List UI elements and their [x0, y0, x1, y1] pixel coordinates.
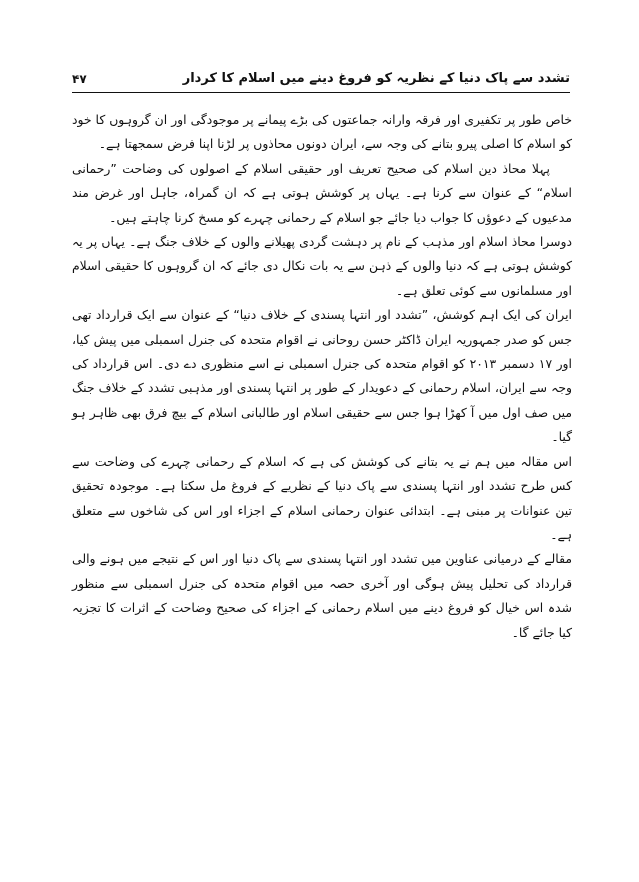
- paragraph-5: اس مقالہ میں ہم نے یہ بتانے کی کوشش کی ہے کہ اسلام کے رحمانی چہرے کی وضاحت سے کس طرح تشدد اور انتہا پسندی سے پاک دنیا کے نظریے کے فروغ مل سکتا ہے۔ موجودہ تحقیق تین عنوانات پر مبنی ہے۔ ابتدائی عنوان رحمانی اسلام کے اجزاء اور اس کی شاخوں سے متعلق ہے۔: [72, 453, 572, 542]
- paragraph-2: پہلا محاذ دین اسلام کی صحیح تعریف اور حقیقی اسلام کے اصولوں کی وضاحت ”رحمانی اسلام“ کے عنوان سے کرنا ہے۔ یہاں پر کوشش ہوتی ہے کہ ان گمراہ، جاہل اور غرض مند مدعیوں کے دعوؤں کا جواب دیا جائے جو اسلام کے رحمانی چہرے کو مسخ کرنا چاہتے ہیں۔: [72, 160, 572, 225]
- running-header-title: تشدد سے پاک دنیا کے نظریہ کو فروغ دینے میں اسلام کا کردار: [182, 71, 570, 86]
- body-text: [72, 108, 572, 645]
- running-header: [72, 66, 570, 88]
- paragraph-3: دوسرا محاذ اسلام اور مذہب کے نام پر دہشت گردی پھیلانے والوں کے خلاف جنگ ہے۔ یہاں پر یہ کوشش ہوتی ہے کہ دنیا والوں کے ذہن سے یہ بات نکال دی جائے کہ ان گروہوں کا حقیقی اسلام اور مسلمانوں سے کوئی تعلق ہے۔: [72, 234, 572, 298]
- paragraph-6: مقالے کے درمیانی عناوین میں تشدد اور انتہا پسندی سے پاک دنیا اور اس کے نتیجے میں ہونے والی قرارداد کی تحلیل پیش ہوگی اور آخری حصہ میں اقوام متحدہ کی جنرل اسمبلی سے منظور شدہ اس خیال کو فروغ دینے میں اسلام رحمانی کے اجزاء کی صحیح وضاحت کے اثرات کا تجزیہ کیا جائے گا۔: [72, 551, 572, 640]
- paragraph-1: خاص طور پر تکفیری اور فرقہ وارانہ جماعتوں کی بڑے پیمانے پر موجودگی اور ان گروہوں کا خود کو اسلام کا اصلی پیرو بتانے کی وجہ سے، ایران دونوں محاذوں پر لڑنا اپنا فرض سمجھتا ہے۔: [72, 112, 572, 152]
- page-number: ۴۷: [72, 72, 87, 86]
- paragraph-4: ایران کی ایک اہم کوشش، ”تشدد اور انتہا پسندی کے خلاف دنیا“ کے عنوان سے ایک قرارداد تھی جس کو صدر جمہوریہ ایران ڈاکٹر حسن روحانی نے اقوام متحدہ کی جنرل اسمبلی میں پیش کیا، اور ۱۷ دسمبر ۲۰۱۳ کو اقوام متحدہ کی جنرل اسمبلی نے اسے منظوری دے دی۔ اس قرارداد کی وجہ سے ایران، اسلام رحمانی کے دعویدار کے طور پر انتہا پسندی اور مذہبی تشدد کے خلاف جنگ میں صف اول میں آ کھڑا ہوا جس سے حقیقی اسلام اور طالبانی اسلام کے بیچ فرق بھی ظاہر ہو گیا۔: [72, 307, 572, 445]
- header-divider: [72, 92, 570, 93]
